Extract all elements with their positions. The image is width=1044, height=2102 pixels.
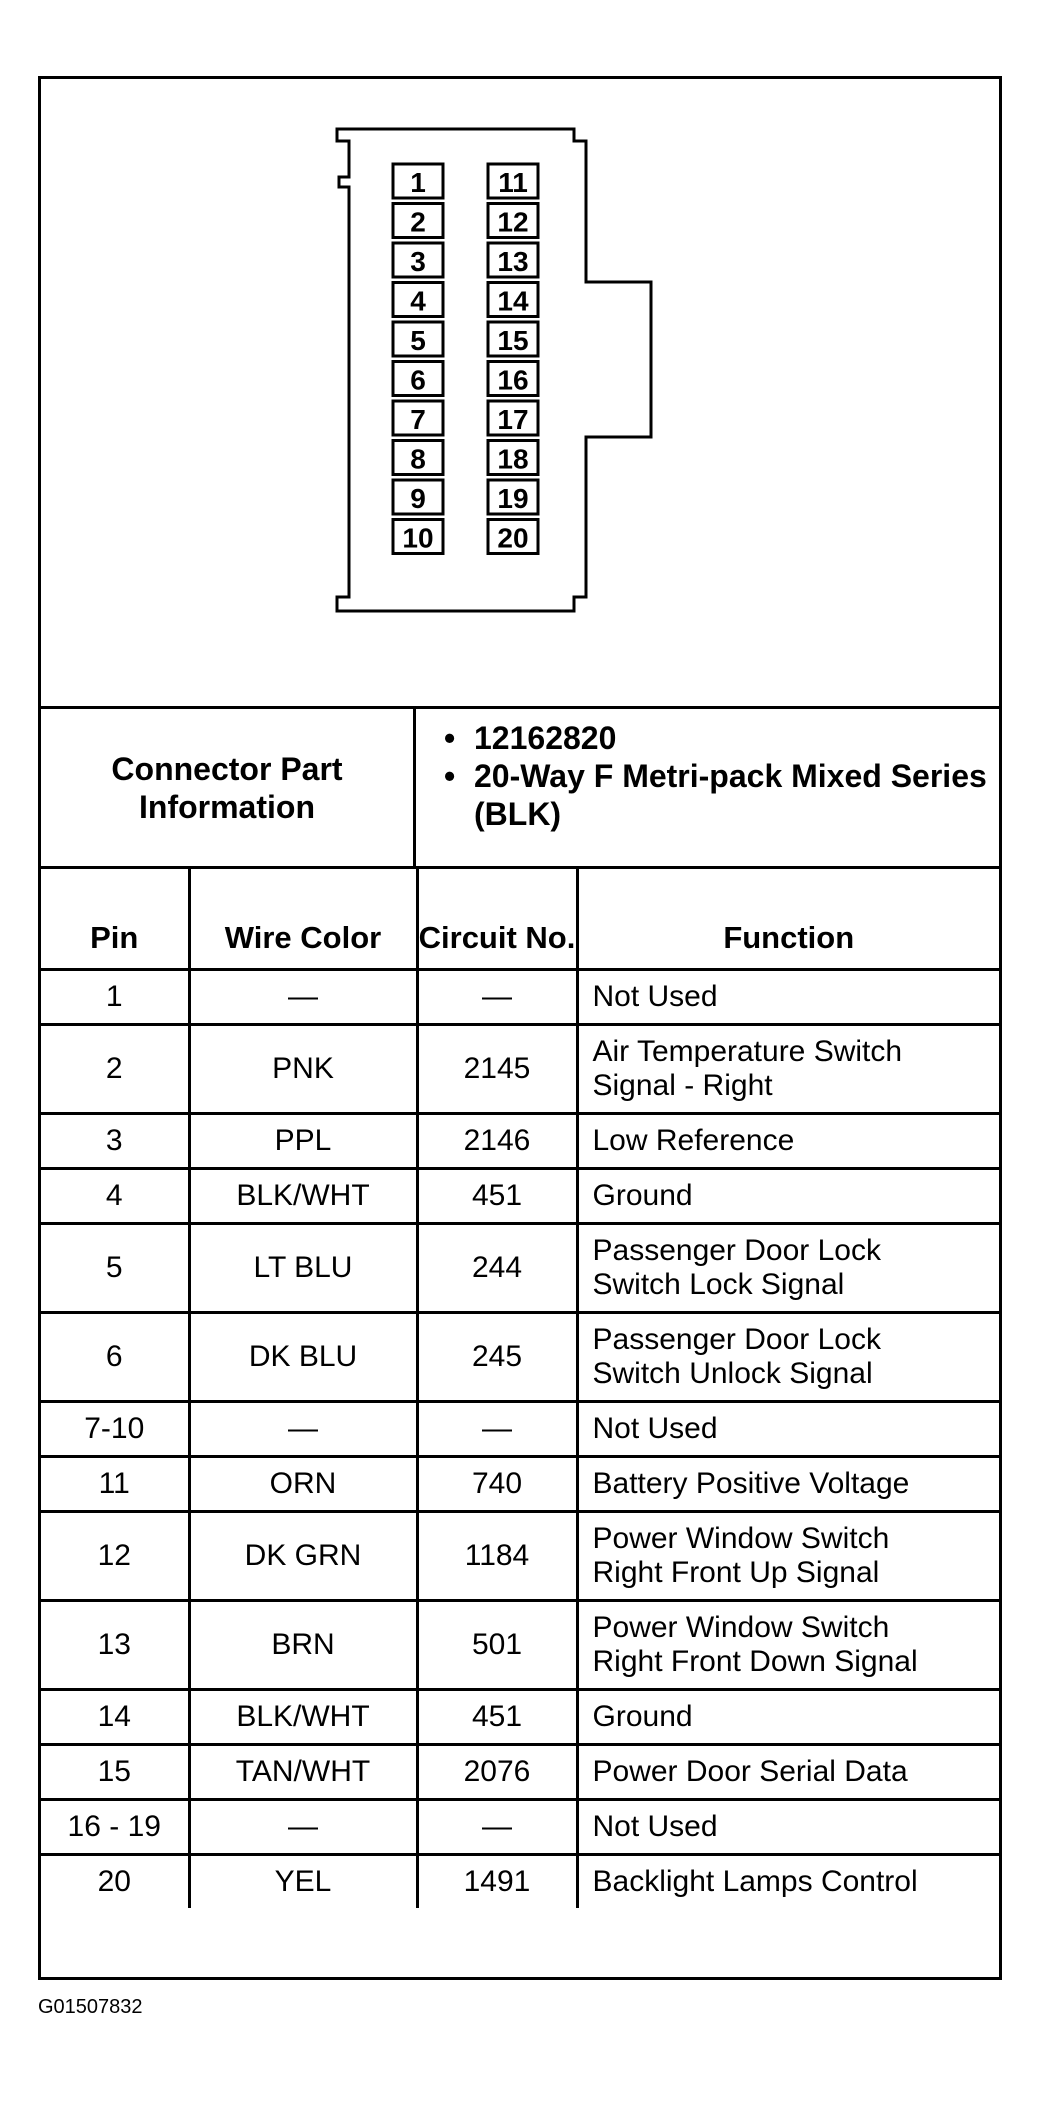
connector-face-drawing	[41, 79, 999, 706]
table-row	[41, 1114, 999, 1169]
wire-color-cell: BLK/WHT	[189, 1690, 417, 1745]
wire-color-cell: TAN/WHT	[189, 1745, 417, 1800]
wire-color-cell: BLK/WHT	[189, 1169, 417, 1224]
pin-cell: 3	[41, 1114, 189, 1169]
pinout-rows	[41, 970, 999, 1909]
pin-number: 1	[410, 167, 426, 198]
function-cell: Power Door Serial Data	[577, 1745, 999, 1800]
circuit-cell: 2146	[417, 1114, 577, 1169]
circuit-cell: 2076	[417, 1745, 577, 1800]
pin-number: 8	[410, 443, 426, 475]
function-cell: Passenger Door Lock Switch Lock Signal	[577, 1224, 999, 1313]
pin-cell: 20	[41, 1855, 189, 1909]
pin-number: 3	[410, 246, 426, 277]
pin-cell: 12	[41, 1512, 189, 1601]
pin-number: 10	[402, 522, 434, 554]
circuit-cell: 1184	[417, 1512, 577, 1601]
function-cell: Low Reference	[577, 1114, 999, 1169]
function-cell: Ground	[577, 1169, 999, 1224]
pin-number: 7	[410, 404, 426, 435]
pin-number: 5	[410, 325, 426, 356]
function-cell: Not Used	[577, 970, 999, 1025]
table-row	[41, 1457, 999, 1512]
pin-cell: 13	[41, 1601, 189, 1690]
wire-color-cell: YEL	[189, 1855, 417, 1909]
function-cell: Backlight Lamps Control	[577, 1855, 999, 1909]
pin-cell: 11	[41, 1457, 189, 1512]
connector-diagram	[41, 79, 999, 709]
connector-part-info-list	[416, 709, 999, 866]
pin-number: 4	[410, 285, 426, 317]
function-cell: Ground	[577, 1690, 999, 1745]
pin-cell: 15	[41, 1745, 189, 1800]
figure-id: G01507832	[38, 1996, 143, 2018]
function-cell: Not Used	[577, 1402, 999, 1457]
circuit-cell: —	[417, 970, 577, 1025]
pin-number: 16	[497, 364, 529, 396]
wire-color-cell: —	[189, 1800, 417, 1855]
pin-cell: 7-10	[41, 1402, 189, 1457]
pin-cell: 2	[41, 1025, 189, 1114]
pin-number: 18	[497, 443, 529, 475]
pin-number: 17	[497, 404, 529, 435]
header-wire-color: Wire Color	[189, 869, 417, 970]
header-function: Function	[577, 869, 999, 970]
table-row	[41, 1402, 999, 1457]
part-number: • 12162820	[444, 719, 999, 757]
circuit-cell: 451	[417, 1690, 577, 1745]
circuit-cell: 2145	[417, 1025, 577, 1114]
pin-number: 11	[498, 167, 528, 198]
function-cell: Power Window Switch Right Front Down Signal	[577, 1601, 999, 1690]
table-row	[41, 1224, 999, 1313]
table-row	[41, 1601, 999, 1690]
pin-cell: 4	[41, 1169, 189, 1224]
table-row	[41, 1855, 999, 1909]
right-pin-column	[488, 164, 538, 554]
wire-color-cell: ORN	[189, 1457, 417, 1512]
circuit-cell: 245	[417, 1313, 577, 1402]
circuit-cell: 740	[417, 1457, 577, 1512]
pin-number: 19	[497, 483, 529, 514]
table-row	[41, 1169, 999, 1224]
function-cell: Power Window Switch Right Front Up Signal	[577, 1512, 999, 1601]
pin-cell: 1	[41, 970, 189, 1025]
table-row	[41, 1512, 999, 1601]
function-cell: Battery Positive Voltage	[577, 1457, 999, 1512]
circuit-cell: —	[417, 1800, 577, 1855]
header-circuit: Circuit No.	[417, 869, 577, 970]
wire-color-cell: LT BLU	[189, 1224, 417, 1313]
pin-cell: 6	[41, 1313, 189, 1402]
header-pin: Pin	[41, 869, 189, 970]
connector-part-info-label: Connector Part Information	[41, 709, 416, 866]
circuit-cell: 501	[417, 1601, 577, 1690]
table-row	[41, 1690, 999, 1745]
table-row	[41, 970, 999, 1025]
pin-cell: 14	[41, 1690, 189, 1745]
table-row	[41, 1800, 999, 1855]
circuit-cell: 1491	[417, 1855, 577, 1909]
connector-part-info	[41, 709, 999, 869]
table-row	[41, 1745, 999, 1800]
table-row	[41, 1313, 999, 1402]
circuit-cell: —	[417, 1402, 577, 1457]
wire-color-cell: DK GRN	[189, 1512, 417, 1601]
pin-number: 20	[497, 522, 529, 554]
pin-number: 12	[497, 206, 529, 238]
pin-number: 2	[410, 206, 426, 238]
wire-color-cell: BRN	[189, 1601, 417, 1690]
pin-cell: 16 - 19	[41, 1800, 189, 1855]
circuit-cell: 244	[417, 1224, 577, 1313]
connector-description: • 20-Way F Metri-pack Mixed Series (BLK)	[444, 757, 999, 833]
pin-number: 13	[497, 246, 529, 277]
pin-cell: 5	[41, 1224, 189, 1313]
wire-color-cell: PPL	[189, 1114, 417, 1169]
function-cell: Passenger Door Lock Switch Unlock Signal	[577, 1313, 999, 1402]
pin-number: 6	[410, 364, 426, 396]
left-pin-column	[393, 164, 443, 554]
wire-color-cell: PNK	[189, 1025, 417, 1114]
table-header-row	[41, 869, 999, 970]
circuit-cell: 451	[417, 1169, 577, 1224]
pin-number: 15	[497, 325, 529, 356]
function-cell: Air Temperature Switch Signal - Right	[577, 1025, 999, 1114]
pin-number: 9	[410, 483, 426, 514]
wire-color-cell: —	[189, 970, 417, 1025]
table-row	[41, 1025, 999, 1114]
wire-color-cell: —	[189, 1402, 417, 1457]
function-cell: Not Used	[577, 1800, 999, 1855]
pin-number: 14	[497, 285, 529, 317]
connector-info-frame	[38, 76, 1002, 1980]
wire-color-cell: DK BLU	[189, 1313, 417, 1402]
pinout-table	[41, 869, 999, 1908]
